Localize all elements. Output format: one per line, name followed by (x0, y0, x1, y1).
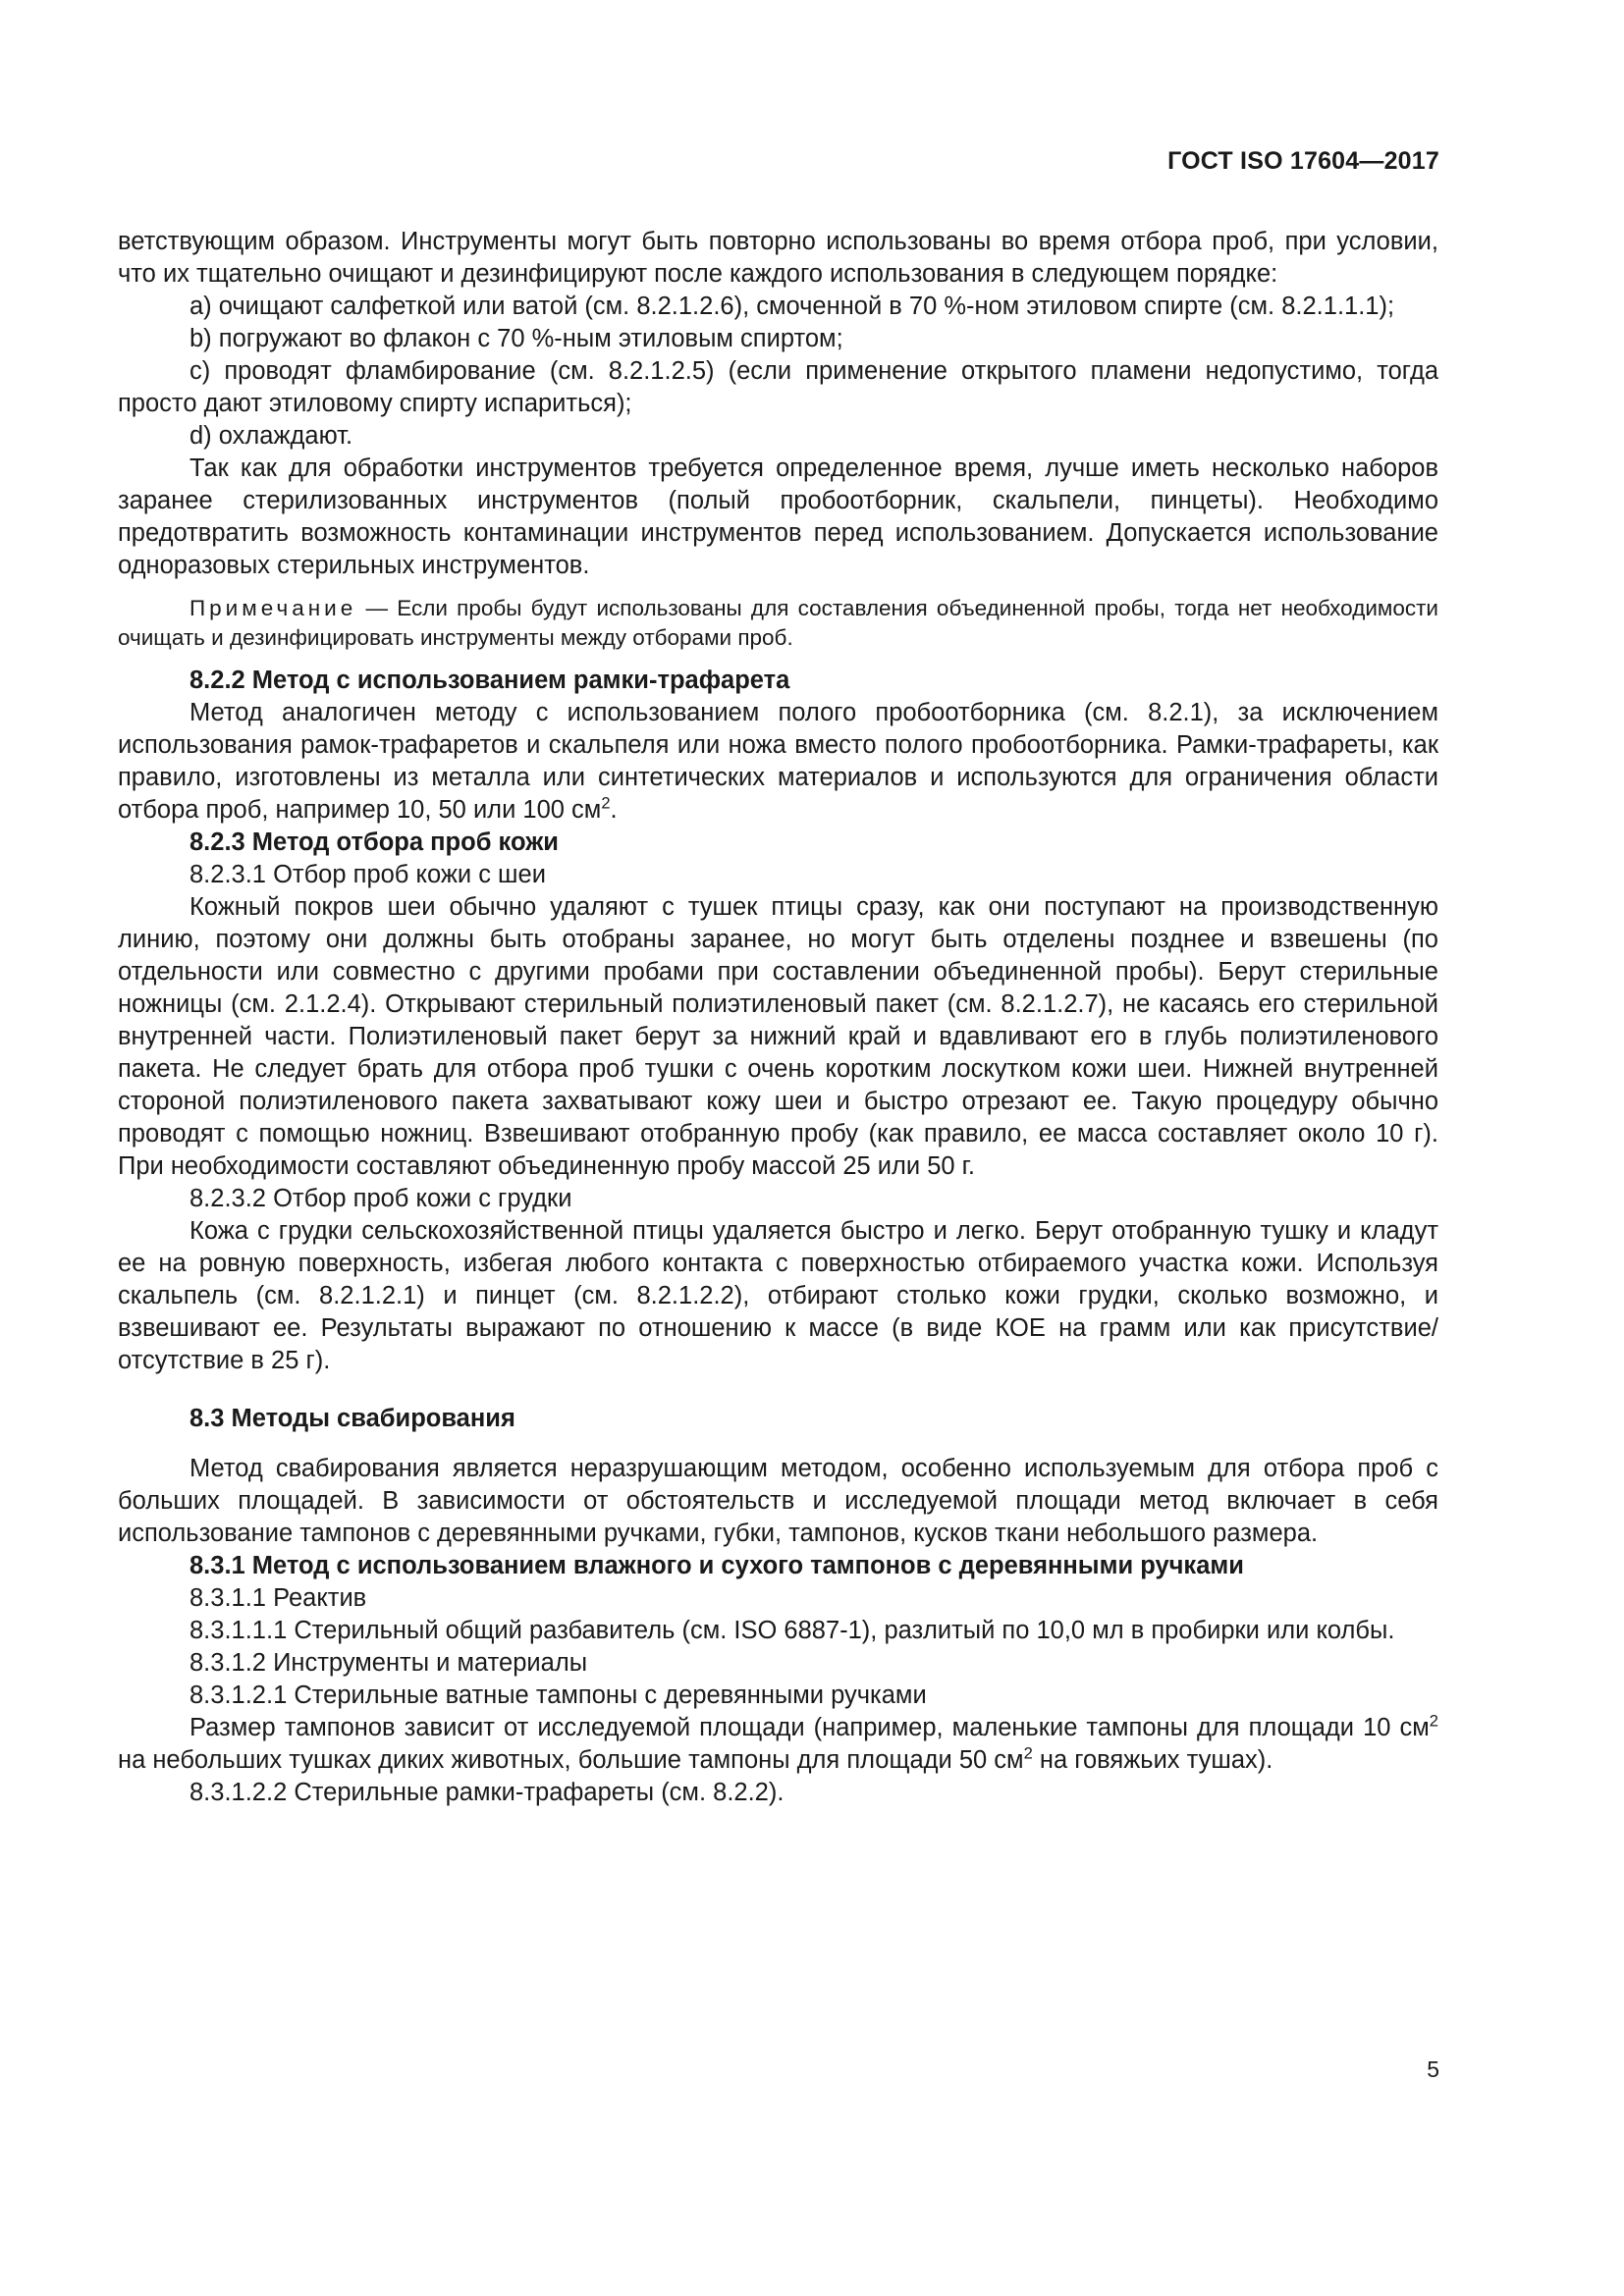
superscript: 2 (1429, 1711, 1438, 1731)
note-text: — Если пробы будут использованы для составления объединенной пробы, тогда нет необходимости очищать и дезинфицировать инструменты между отборами проб. (118, 596, 1438, 650)
list-item-b: b) погружают во флакон с 70 %-ным этиловым спиртом; (189, 325, 843, 352)
paragraph-swab-size (118, 1712, 1438, 1777)
paragraph-instruments-sets: Так как для обработки инструментов требуется определенное время, лучше иметь несколько наборов заранее стерилизованных инструментов (полый пробоотборник, скальпели, пинцеты). Необходимо предотвратить возможность контаминации инструментов перед использованием. Допускается использование одноразовых стерильных инструментов. (118, 454, 1438, 579)
list-item-d: d) охлаждают. (189, 422, 353, 450)
paragraph-swabbing: Метод свабирования является неразрушающим методом, особенно используемым для отбора проб с больших площадей. В зависимости от обстоятельств и исследуемой площади метод включает в себя использование тампонов с деревянными ручками, губки, тампонов, кусков ткани небольшого размера. (118, 1455, 1438, 1547)
paragraph-neck-skin: Кожный покров шеи обычно удаляют с тушек птицы сразу, как они поступают на производственную линию, поэтому они должны быть отобраны заранее, но могут быть отделены позднее и взвешены (по отдельности или совместно с другими пробами при составлении объединенной пробы). Берут стерильные ножницы (см. 2.1.2.4). Открывают стерильный полиэтиленовый пакет (см. 8.2.1.2.7), не касаясь его стерильной внутренней части. Полиэтиленовый пакет берут за нижний край и вдавливают его в глубь полиэтиленового пакета. Не следует брать для отбора проб тушки с очень коротким лоскутком кожи шеи. Нижней внутренней стороной полиэтиленового пакета захватывают кожу шеи и быстро отрезают ее. Такую процедуру обычно проводят с помощью ножниц. Взвешивают отобранную пробу (как правило, ее масса составляет около 10 г). При необходимости составляют объединенную пробу массой 25 или 50 г. (118, 893, 1438, 1180)
paragraph-frames: 8.3.1.2.2 Стерильные рамки-трафареты (см. 8.2.2). (189, 1779, 785, 1806)
heading-8-2-3-1: 8.2.3.1 Отбор проб кожи с шеи (189, 861, 546, 888)
heading-8-3: 8.3 Методы свабирования (189, 1405, 515, 1432)
paragraph-frame-method-text: Метод аналогичен методу с использованием полого пробоотборника (см. 8.2.1), за исключением использования рамок-трафаретов и скальпеля или ножа вместо полого пробоотборника. Рамки-трафареты, как правило, изготовлены из металла или синтетических материалов и используются для ограничения области отбора проб, например 10, 50 или 100 см (118, 699, 1438, 824)
heading-8-3-1-2-1: 8.3.1.2.1 Стерильные ватные тампоны с деревянными ручками (189, 1682, 927, 1709)
heading-8-3-1-1: 8.3.1.1 Реактив (189, 1584, 367, 1612)
standard-header: ГОСТ ISO 17604—2017 (1167, 147, 1439, 175)
swab-size-text-2: на небольших тушках диких животных, большие тампоны для площади 50 см (118, 1746, 1024, 1774)
heading-8-3-1-2: 8.3.1.2 Инструменты и материалы (189, 1649, 588, 1677)
paragraph-continuation: ветствующим образом. Инструменты могут быть повторно использованы во время отбора проб, при условии, что их тщательно очищают и дезинфицируют после каждого использования в следующем порядке: (118, 228, 1438, 288)
swab-size-text-3: на говяжьих тушах). (1032, 1746, 1273, 1774)
paragraph-end: . (610, 796, 618, 824)
swab-size-text-1: Размер тампонов зависит от исследуемой площади (например, маленькие тампоны для площади 10 см (189, 1714, 1430, 1741)
heading-8-2-3-2: 8.2.3.2 Отбор проб кожи с грудки (189, 1185, 572, 1212)
superscript: 2 (1023, 1743, 1033, 1763)
list-item-c: с) проводят фламбирование (см. 8.2.1.2.5) (если применение открытого пламени недопустимо, тогда просто дают этиловому спирту испариться); (118, 357, 1438, 417)
paragraph-frame-method (118, 697, 1438, 827)
heading-8-2-2: 8.2.2 Метод с использованием рамки-трафарета (189, 667, 790, 694)
superscript: 2 (601, 793, 611, 813)
paragraph-breast-skin: Кожа с грудки сельскохозяйственной птицы удаляется быстро и легко. Берут отобранную тушку и кладут ее на ровную поверхность, избегая любого контакта с поверхностью отбираемого участка кожи. Используя скальпель (см. 8.2.1.2.1) и пинцет (см. 8.2.1.2.2), отбирают столько кожи грудки, сколько возможно, и взвешивают ее. Результаты выражают по отношению к массе (в виде КОЕ на грамм или как присутствие/отсутствие в 25 г). (118, 1217, 1438, 1374)
paragraph-diluent: 8.3.1.1.1 Стерильный общий разбавитель (см. ISO 6887-1), разлитый по 10,0 мл в пробирки или колбы. (189, 1617, 1395, 1644)
note (118, 594, 1438, 653)
note-label: Примечание (189, 596, 357, 620)
page-number: 5 (1427, 2056, 1439, 2082)
heading-8-2-3: 8.2.3 Метод отбора проб кожи (189, 828, 559, 856)
list-item-a: а) очищают салфеткой или ватой (см. 8.2.1.2.6), смоченной в 70 %-ном этиловом спирте (см. 8.2.1.1.1); (189, 293, 1395, 320)
heading-8-3-1: 8.3.1 Метод с использованием влажного и сухого тампонов с деревянными ручками (189, 1552, 1244, 1579)
document-body (118, 226, 1438, 1809)
